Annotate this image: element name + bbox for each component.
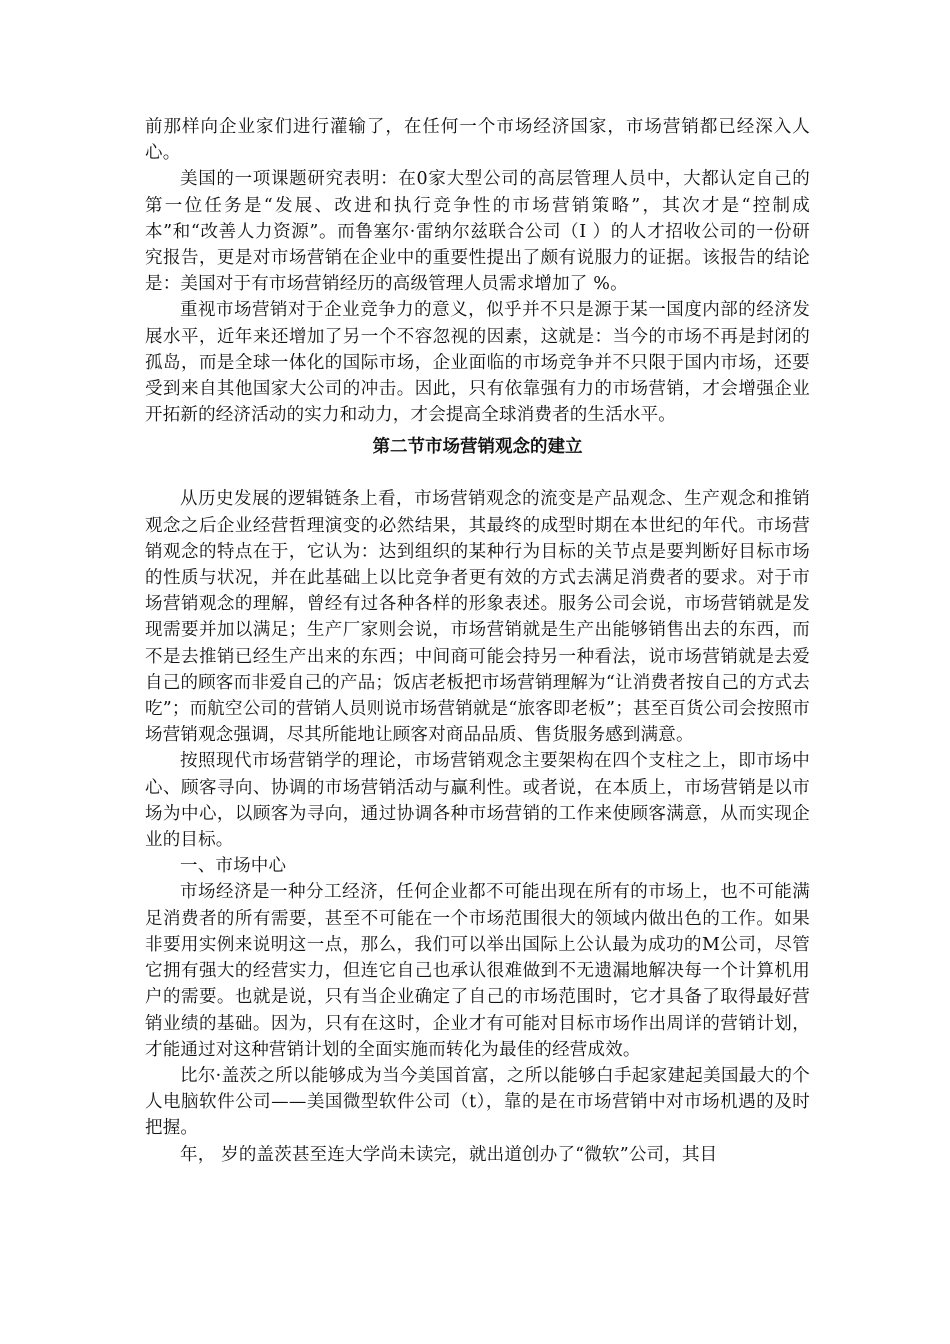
paragraph: 从历史发展的逻辑链条上看，市场营销观念的流变是产品观念、生产观念和推销观念之后企业经营哲理演变的必然结果，其最终的成型时期在本世纪的年代。市场营销观念的特点在于，它认为：达到组织的某种行为目标的关节点是要判断好目标市场的性质与状况，并在此基础上以比竞争者更有效的方式去满足消费者的要求。对于市场营销观念的理解，曾经有过各种各样的形象表述。服务公司会说，市场营销就是发现需要并加以满足；生产厂家则会说，市场营销就是生产出能够销售出去的东西，而不是去推销已经生产出来的东西；中间商可能会持另一种看法，说市场营销就是去爱自己的顾客而非爱自己的产品；饭店老板把市场营销理解为“让消费者按自己的方式去吃”；而航空公司的营销人员则说市场营销就是“旅客即老板”；甚至百货公司会按照市场营销观念强调，尽其所能地让顾客对商品品质、售货服务感到满意。 <box>145 489 810 746</box>
paragraph: 年， 岁的盖茨甚至连大学尚未读完，就出道创办了“微软”公司，其目 <box>180 1144 718 1165</box>
paragraph: 美国的一项课题研究表明：在0家大型公司的高层管理人员中，大都认定自己的第一位任务是“发展、改进和执行竞争性的市场营销策略”，其次才是“控制成本”和“改善人力资源”。而鲁塞尔·雷纳尔兹联合公司（I ）的人才招收公司的一份研究报告，更是对市场营销在企业中的重要性提出了颇有说服力的证据。该报告的结论是：美国对于有市场营销经历的高级管理人员需求增加了 %。 <box>145 169 810 295</box>
document-page <box>145 114 810 1168</box>
paragraph: 前那样向企业家们进行灌输了，在任何一个市场经济国家，市场营销都已经深入人心。 <box>145 117 810 164</box>
section-title: 第二节市场营销观念的建立 <box>372 437 583 458</box>
paragraph: 重视市场营销对于企业竞争力的意义，似乎并不只是源于某一国度内部的经济发展水平，近年来还增加了另一个不容忽视的因素，这就是：当今的市场不再是封闭的孤岛，而是全球一体化的国际市场，企业面临的市场竞争并不只限于国内市场，还要受到来自其他国家大公司的冲击。因此，只有依靠强有力的市场营销，才会增强企业开拓新的经济活动的实力和动力，才会提高全球消费者的生活水平。 <box>145 300 810 426</box>
paragraph: 比尔·盖茨之所以能够成为当今美国首富，之所以能够白手起家建起美国最大的个人电脑软件公司——美国微型软件公司（t），靠的是在市场营销中对市场机遇的及时把握。 <box>145 1065 810 1139</box>
paragraph: 按照现代市场营销学的理论，市场营销观念主要架构在四个支柱之上，即市场中心、顾客寻向、协调的市场营销活动与赢利性。或者说，在本质上，市场营销是以市场为中心，以顾客为寻向，通过协调各种市场营销的工作来使顾客满意，从而实现企业的目标。 <box>145 751 810 851</box>
subsection-heading: 一、市场中心 <box>180 856 287 877</box>
paragraph: 市场经济是一种分工经济，任何企业都不可能出现在所有的市场上，也不可能满足消费者的所有需要，甚至不可能在一个市场范围很大的领域内做出色的工作。如果非要用实例来说明这一点，那么，我们可以举出国际上公认最为成功的M公司，尽管它拥有强大的经营实力，但连它自己也承认很难做到不无遗漏地解决每一个计算机用户的需要。也就是说，只有当企业确定了自己的市场范围时，它才具备了取得最好营销业绩的基础。因为，只有在这时，企业才有可能对目标市场作出周详的营销计划，才能通过对这种营销计划的全面实施而转化为最佳的经营成效。 <box>145 882 810 1060</box>
